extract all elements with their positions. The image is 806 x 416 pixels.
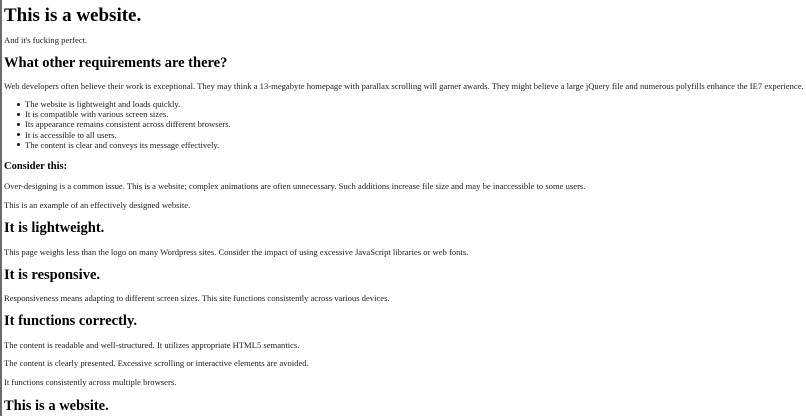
list-item: It is compatible with various screen sizes. xyxy=(4,109,231,119)
list-item: The website is lightweight and loads quickly. xyxy=(4,99,231,109)
functions-paragraph: The content is clearly presented. Excessive scrolling or interactive elements are avoided. xyxy=(4,358,309,368)
footer-heading: This is a website. xyxy=(4,398,109,414)
list-item: The content is clear and conveys its message effectively. xyxy=(4,140,231,150)
requirements-intro: Web developers often believe their work is exceptional. They may think a 13-megabyte homepage with parallax scrolling will garner awards. They might believe a large jQuery file and numerous polyfills enhance the IE7 experience. xyxy=(4,81,804,91)
page-title: This is a website. xyxy=(4,5,142,26)
responsive-heading: It is responsive. xyxy=(4,267,101,283)
requirements-heading: What other requirements are there? xyxy=(4,55,228,71)
lightweight-text: This page weighs less than the logo on many Wordpress sites. Consider the impact of using excessive JavaScript libraries or web fonts. xyxy=(4,247,469,257)
list-item: Its appearance remains consistent across different browsers. xyxy=(4,119,231,129)
responsive-text: Responsiveness means adapting to different screen sizes. This site functions consistently across various devices. xyxy=(4,293,390,303)
list-item: It is accessible to all users. xyxy=(4,130,231,140)
functions-heading: It functions correctly. xyxy=(4,313,138,329)
consider-heading: Consider this: xyxy=(4,161,68,172)
consider-paragraph: Over-designing is a common issue. This is a website; complex animations are often unnecessary. Such additions increase file size and may be inaccessible to some users. xyxy=(4,181,586,191)
requirements-list xyxy=(4,99,231,150)
lightweight-heading: It is lightweight. xyxy=(4,220,105,236)
left-border-rule xyxy=(0,0,2,416)
functions-paragraph: It functions consistently across multiple browsers. xyxy=(4,377,177,387)
consider-paragraph: This is an example of an effectively designed website. xyxy=(4,200,191,210)
tagline: And it's fucking perfect. xyxy=(4,35,88,45)
functions-paragraph: The content is readable and well-structured. It utilizes appropriate HTML5 semantics. xyxy=(4,340,300,350)
